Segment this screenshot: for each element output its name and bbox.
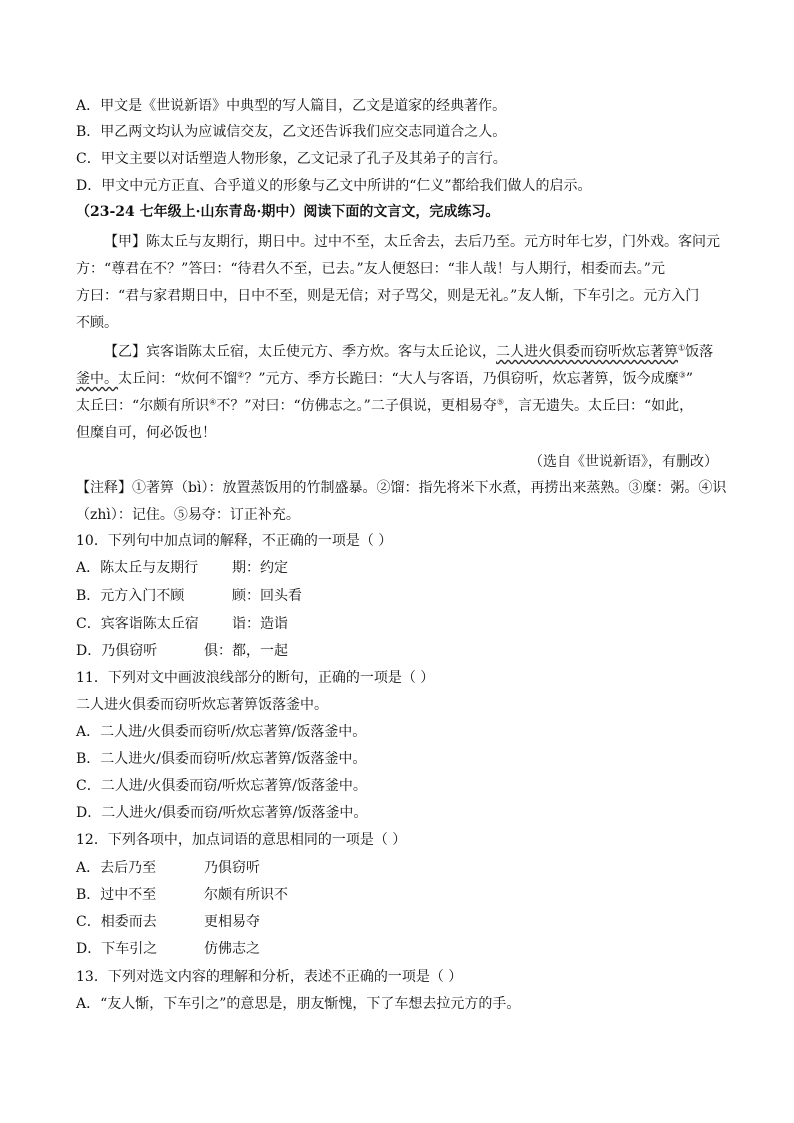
passage-yi-line (76, 396, 693, 416)
passage-jia-line: 方曰：“君与家君期日中，日中不至，则是无信；对子骂父，则是无礼。”友人惭，下车引之。元方入门 (76, 288, 700, 304)
question-13-stem: 13．下列对选文内容的理解和分析，表述不正确的一项是（ ） (76, 969, 463, 985)
option-text: A．陈太丘与友期行 (76, 560, 199, 576)
option-explanation: 顾：回头看 (232, 588, 302, 604)
wavy-underlined-text: 釜中。 (76, 371, 118, 387)
footnote-marker: ⑤ (496, 397, 504, 407)
passage-jia-line: 方：“尊君在不？”答曰：“待君久不至，已去。”友人便怒曰：“非人哉！与人期行，相委而去。”元 (76, 261, 665, 277)
prev-option-d: D．甲文中元方正直、合乎道义的形象与乙文中所讲的“仁义”都给我们做人的启示。 (76, 178, 592, 194)
option-compare-text: 乃俱窃听 (204, 860, 260, 876)
passage-jia-line: 不顾。 (76, 315, 118, 331)
option-explanation: 期：约定 (232, 560, 288, 576)
question-11-sentence: 二人进火俱委而窃听炊忘著箅饭落釜中。 (76, 697, 328, 713)
question-10-option (76, 614, 199, 634)
passage-yi-line: 但糜自可，何必饭也！ (76, 425, 216, 441)
footnote-marker: ② (237, 370, 245, 380)
option-compare-text: 更相易夺 (204, 914, 260, 930)
source-note: （选自《世说新语》，有删改） (529, 454, 718, 470)
question-10-stem: 10．下列句中加点词的解释，不正确的一项是（ ） (76, 533, 393, 549)
question-13-option: A．“友人惭，下车引之”的意思是，朋友惭愧，下了车想去拉元方的手。 (76, 996, 521, 1012)
prev-option-c: C．甲文主要以对话塑造人物形象，乙文记录了孔子及其弟子的言行。 (76, 151, 507, 167)
question-11-option: A．二人进/火俱委而窃听/炊忘著箅/饭落釜中。 (76, 724, 367, 740)
question-11-option: C．二人进/火俱委而窃/听炊忘著箅/饭落釜中。 (76, 778, 367, 794)
text-span: 太丘问：“炊何不馏 (118, 371, 238, 387)
wavy-underlined-text: 二人进火俱委而窃听炊忘著箅 (496, 344, 678, 360)
footnote-marker: ① (678, 343, 686, 353)
prev-option-b: B．甲乙两文均认为应诚信交友，乙文还告诉我们应交志同道合之人。 (76, 124, 507, 140)
option-text: C．宾客诣陈太丘宿 (76, 616, 199, 632)
option-compare-text: 尔颇有所识不 (204, 887, 288, 903)
question-10-option (76, 586, 184, 606)
question-12-option: C．相委而去 (76, 914, 157, 930)
footnote-marker: ④ (209, 397, 217, 407)
text-span: ” (685, 371, 694, 387)
text-span: 【乙】宾客诣陈太丘宿，太丘使元方、季方炊。客与太丘论议， (104, 344, 496, 360)
question-12-stem: 12．下列各项中，加点词语的意思相同的一项是（ ） (76, 832, 407, 848)
option-explanation: 诣：造诣 (232, 616, 288, 632)
question-12-option: D．下车引之 (76, 941, 158, 957)
question-11-option: D．二人进火/俱委而窃/听炊忘著箅/饭落釜中。 (76, 805, 368, 821)
section-header: （23-24 七年级上·山东青岛·期中）阅读下面的文言文，完成练习。 (76, 204, 500, 220)
text-span: ？”元方、季方长跪曰：“大人与客语，乃俱窃听，炊忘著箅，饭今成糜 (244, 371, 679, 387)
annotation-line: 【注释】①著箅（bì）：放置蒸饭用的竹制盛暴。②馏：指先将米下水煮，再捞出来蒸熟。③糜：粥。④识 (76, 480, 727, 496)
question-11-stem: 11．下列对文中画波浪线部分的断句，正确的一项是（ ） (76, 670, 435, 686)
text-span: ，言无遗失。太丘曰：“如此， (504, 398, 694, 414)
passage-yi-line (76, 369, 693, 389)
prev-option-a: A．甲文是《世说新语》中典型的写人篇目，乙文是道家的经典著作。 (76, 98, 507, 114)
text-span: 不？”对曰：“仿佛志之。”二子俱说，更相易夺 (216, 398, 497, 414)
option-text: B．元方入门不顾 (76, 588, 185, 604)
option-explanation: 俱：都，一起 (204, 643, 288, 659)
text-span: 太丘曰：“尔颇有所识 (76, 398, 210, 414)
question-11-option: B．二人进火/俱委而窃听/炊忘著箅/饭落釜中。 (76, 751, 367, 767)
text-span: 饭落 (685, 344, 714, 360)
question-12-option: A．去后乃至 (76, 860, 157, 876)
question-10-option (76, 641, 157, 661)
question-10-option (76, 558, 198, 578)
passage-jia-line: 【甲】陈太丘与友期行，期日中。过中不至，太丘舍去，去后乃至。元方时年七岁，门外戏。客问元 (104, 234, 720, 250)
footnote-marker: ③ (678, 370, 686, 380)
passage-yi-line (104, 342, 713, 362)
option-text: D．乃俱窃听 (76, 643, 158, 659)
option-compare-text: 仿佛志之 (204, 941, 260, 957)
annotation-line: （zhì）：记住。⑤易夺：订正补充。 (76, 507, 300, 523)
question-12-option: B．过中不至 (76, 887, 157, 903)
